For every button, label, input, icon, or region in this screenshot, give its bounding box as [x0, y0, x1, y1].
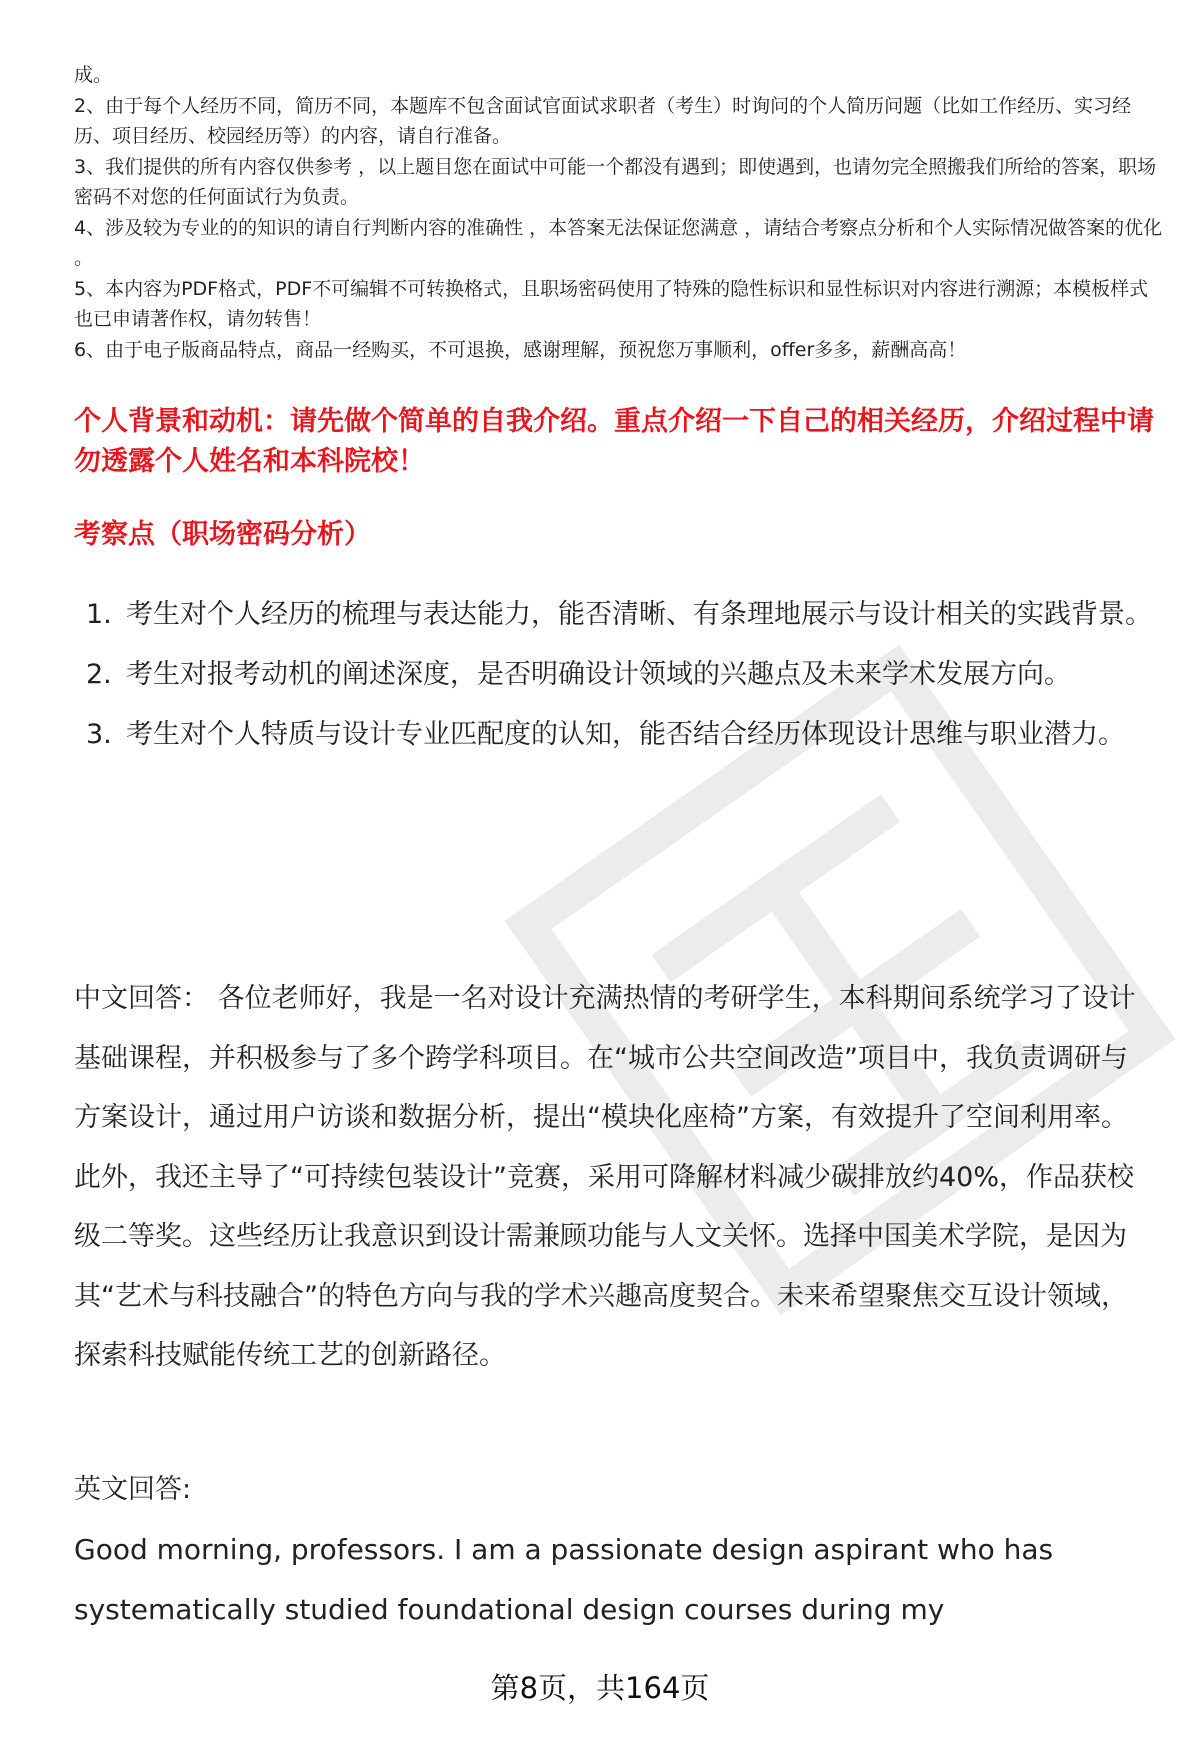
- question-title: 个人背景和动机：请先做个简单的自我介绍。重点介绍一下自己的相关经历，介绍过程中请勿透露个人姓名和本科院校！: [74, 406, 1154, 477]
- key-point-text: 考生对个人经历的梳理与表达能力，能否清晰、有条理地展示与设计相关的实践背景。: [126, 599, 1152, 630]
- key-point-number: 2.: [86, 659, 112, 690]
- note-line: 3、我们提供的所有内容仅供参考 ，以上题目您在面试中可能一个都没有遇到；即使遇到，也请勿完全照搬我们所给的答案，职场密码不对您的任何面试行为负责。: [74, 155, 1157, 208]
- key-points-list: [74, 585, 1154, 765]
- key-point-item: [74, 585, 1154, 645]
- key-point-item: [74, 645, 1154, 705]
- note-line: 4、涉及较为专业的的知识的请自行判断内容的准确性 ，本答案无法保证您满意 ，请结合考察点分析和个人实际情况做答案的优化 。: [74, 216, 1163, 269]
- note-line: 5、本内容为PDF格式，PDF不可编辑不可转换格式，且职场密码使用了特殊的隐性标识和显性标识对内容进行溯源；本模板样式也已申请著作权，请勿转售！: [74, 277, 1149, 330]
- disclaimer-notes: [74, 60, 1164, 365]
- chinese-answer: 中文回答： 各位老师好，我是一名对设计充满热情的考研学生，本科期间系统学习了设计基础课程，并积极参与了多个跨学科项目。在“城市公共空间改造”项目中，我负责调研与方案设计，通过用户访谈和数据分析，提出“模块化座椅”方案，有效提升了空间利用率。此外，我还主导了“可持续包装设计”竞赛，采用可降解材料减少碳排放约40%，作品获校级二等奖。这些经历让我意识到设计需兼顾功能与人文关怀。选择中国美术学院，是因为其“艺术与科技融合”的特色方向与我的学术兴趣高度契合。未来希望聚焦交互设计领域，探索科技赋能传统工艺的创新路径。: [74, 983, 1136, 1371]
- note-line: 6、由于电子版商品特点，商品一经购买，不可退换，感谢理解，预祝您万事顺利，offer多多，薪酬高高！: [74, 338, 967, 361]
- page-footer: 第8页，共164页: [490, 1671, 710, 1705]
- english-answer: Good morning, professors. I am a passionate design aspirant who has systematically studied foundational design courses during my: [74, 1533, 1054, 1626]
- key-points-title: 考察点（职场密码分析）: [74, 519, 371, 550]
- key-point-text: 考生对报考动机的阐述深度，是否明确设计领域的兴趣点及未来学术发展方向。: [126, 659, 1071, 690]
- key-point-item: [74, 705, 1154, 765]
- note-line: 成。: [74, 64, 113, 86]
- english-answer-label: 英文回答:: [74, 1474, 192, 1505]
- key-point-text: 考生对个人特质与设计专业匹配度的认知，能否结合经历体现设计思维与职业潜力。: [126, 719, 1125, 750]
- key-point-number: 1.: [86, 599, 112, 630]
- key-point-number: 3.: [86, 719, 112, 750]
- note-line: 2、由于每个人经历不同，简历不同，本题库不包含面试官面试求职者（考生）时询问的个人简历问题（比如工作经历、实习经历、项目经历、校园经历等）的内容，请自行准备。: [74, 94, 1132, 147]
